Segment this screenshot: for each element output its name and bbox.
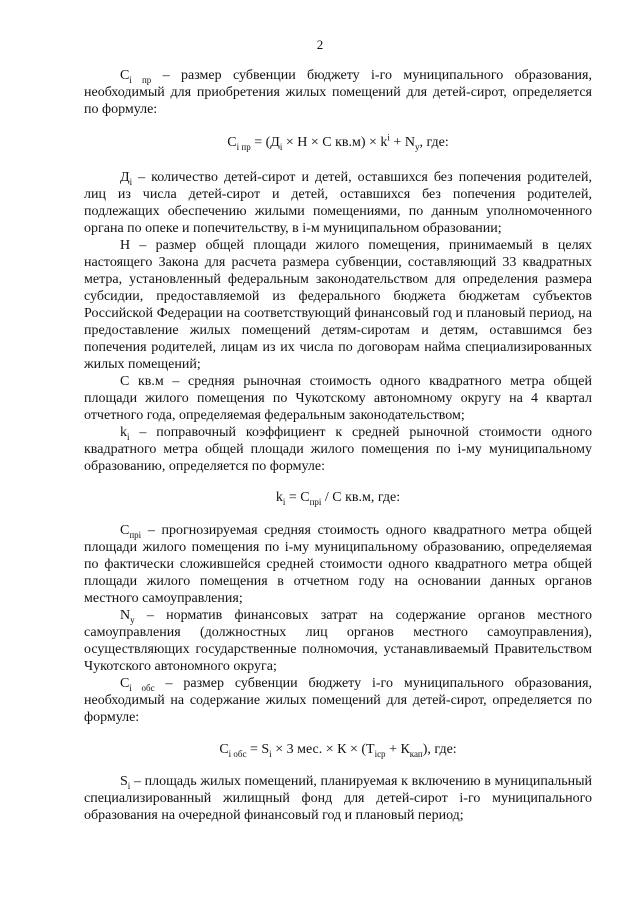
paragraph-housing-area: $S_i$ – площадь жилых помещений, планируемая к включению в муниципальный специализированный жилищный фонд для детей-сирот i-го муниципального образования на очередной финансовый год и плановый период; [84,774,592,823]
paragraph-subvention-maintenance: $C_{i обс}$ – размер субвенции бюджету i-го муниципального образования, необходимый на содержание жилых помещений для детей-сирот, определяется по формуле: [84,676,593,725]
paragraph-cost-norm: $N_у$ – норматив финансовых затрат на содержание органов местного самоуправления (должностных лиц органов местного самоуправления), осуществляющих государственные полномочия, устанавливаемый Правительством Чукотского автономного округа; [84,608,592,674]
formula-subvention-maintenance: $C_{i обс} = S_i \times 3$ мес. × $К \times (Т_{iср} + К_{кап})$, где: [219,742,457,759]
formula-subvention-purchase: $C_{i пр} = (Д_i \times Н \times С$ $кв.м) \times k^i + N_у$, где: [227,132,449,152]
paragraph-area-norm: Н – размер общей площади жилого помещения, принимаемый в целях настоящего Закона для расчета размера субвенции, составляющий 33 квадратных метра, установленный федеральным законодательством для определения размера субсидии, предоставляемой из федерального бюджета бюджетам субъектов Российской Федерации на соответствующий финансовый год и плановый период, на предоставление жилых помещений детям-сиротам и детям, оставшимся без попечения родителей, лицам из их числа по договорам найма специализированных жилых помещений; [84,238,592,372]
paragraph-market-price: С кв.м – средняя рыночная стоимость одного квадратного метра общей площади жилого помещения по Чукотскому автономному округу на 4 квартал отчетного года, определяемая федеральным законодательством; [84,374,592,423]
paragraph-children-count: $Д_i$ – количество детей-сирот и детей, оставшихся без попечения родителей, лиц из числа детей-сирот и детей, оставшихся без попечения родителей, подлежащих обеспечению жилыми помещениями, по данным уполномоченного органа по опеке и попечительству, в i-м муниципальном образовании; [84,170,592,236]
page-number: 2 [316,37,324,52]
formula-correction-coefficient: $k_i = C_{прi} / С$ кв.м, где: [275,490,401,507]
document-body [84,67,592,824]
paragraph-subvention-purchase: $C_{i пр}$ – размер субвенции бюджету i-го муниципального образования, необходимый для приобретения жилых помещений для детей-сирот, определяется по формуле: [84,68,592,117]
paragraph-correction-coefficient: $k_i$ – поправочный коэффициент к средней рыночной стоимости одного квадратного метра общей площади жилого помещения по i-му муниципальному образованию, определяется по формуле: [84,425,592,474]
paragraph-forecast-price: $C_{прi}$ – прогнозируемая средняя стоимость одного квадратного метра общей площади жилого помещения по i-му муниципальному образованию, определяемая по фактически сложившейся средней стоимости одного квадратного метра общей площади жилого помещения в отчетном году на основании данных органов местного самоуправления; [84,523,592,606]
